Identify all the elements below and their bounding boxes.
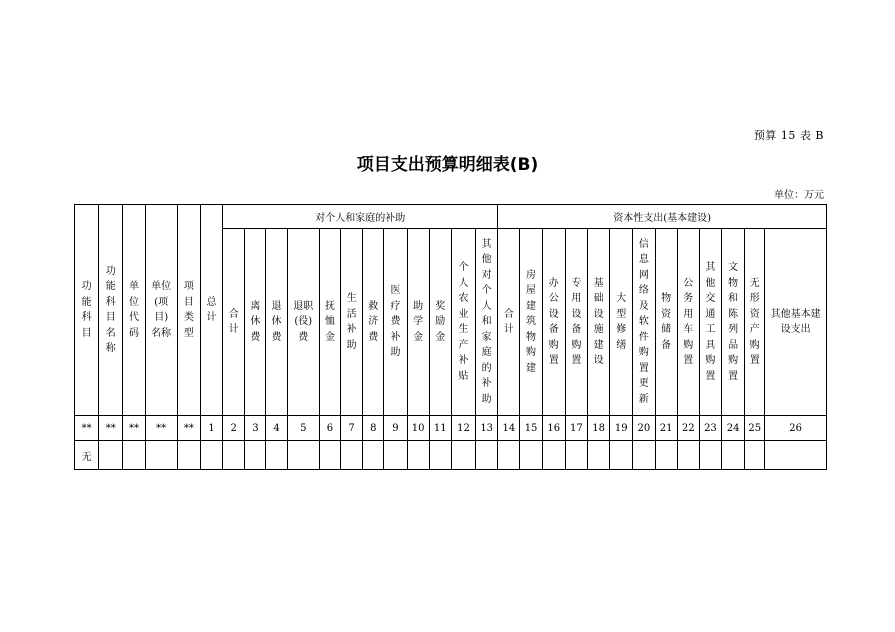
col-label: 助 学 金 — [413, 300, 424, 343]
column-number: 17 — [565, 416, 587, 441]
col-unit-code — [123, 205, 145, 416]
column-number: 21 — [655, 416, 677, 441]
subsidy-col-10 — [429, 229, 451, 416]
data-cell — [429, 441, 451, 470]
star-cell: ** — [75, 416, 99, 441]
capital-col-11 — [722, 229, 745, 416]
star-cell: ** — [123, 416, 145, 441]
subsidy-col-6 — [341, 229, 363, 416]
capital-col-8 — [655, 229, 677, 416]
data-cell — [476, 441, 498, 470]
number-row — [75, 416, 827, 441]
column-number: 10 — [407, 416, 429, 441]
col-label: 生 活 补 助 — [346, 293, 357, 351]
col-label: 奖 励 金 — [435, 300, 446, 343]
table-code: 预算 15 表 B — [753, 129, 824, 142]
subsidy-col-8 — [384, 229, 407, 416]
col-label: 其他基本建 设支出 — [770, 309, 821, 335]
column-number: 20 — [633, 416, 655, 441]
column-number: 12 — [451, 416, 475, 441]
unit-label: 单位：万元 — [774, 190, 824, 201]
col-label: 单位 (项 目) 名称 — [151, 281, 172, 339]
column-number: 5 — [287, 416, 319, 441]
capital-col-9 — [677, 229, 699, 416]
star-cell: ** — [145, 416, 177, 441]
column-number: 26 — [765, 416, 827, 441]
table-row — [75, 441, 827, 470]
col-label: 抚 恤 金 — [324, 300, 335, 343]
subsidy-col-7 — [363, 229, 384, 416]
column-number: 1 — [200, 416, 222, 441]
subsidy-col-4 — [287, 229, 319, 416]
data-cell — [287, 441, 319, 470]
subsidy-col-12 — [476, 229, 498, 416]
data-cell — [633, 441, 655, 470]
column-number: 18 — [587, 416, 609, 441]
col-label: 房 屋 建 筑 物 购 建 — [526, 269, 537, 374]
data-cell — [565, 441, 587, 470]
col-label: 办 公 设 备 购 置 — [548, 277, 559, 366]
data-cell — [123, 441, 145, 470]
column-number: 2 — [223, 416, 245, 441]
column-number: 15 — [520, 416, 542, 441]
column-number: 6 — [319, 416, 340, 441]
subsidy-col-5 — [319, 229, 340, 416]
data-cell — [722, 441, 745, 470]
col-total — [200, 205, 222, 416]
col-label: 专 用 设 备 购 置 — [571, 277, 582, 366]
col-label: 合 计 — [503, 308, 514, 335]
data-cell — [498, 441, 520, 470]
col-label: 大 型 修 缮 — [616, 293, 627, 351]
capital-col-6 — [610, 229, 633, 416]
capital-col-10 — [699, 229, 721, 416]
column-number: 7 — [341, 416, 363, 441]
col-label: 救 济 费 — [368, 300, 379, 343]
data-cell — [99, 441, 123, 470]
column-number: 22 — [677, 416, 699, 441]
column-number: 24 — [722, 416, 745, 441]
data-cell — [765, 441, 827, 470]
data-cell — [587, 441, 609, 470]
data-cell — [655, 441, 677, 470]
data-cell — [145, 441, 177, 470]
group-header-row — [75, 205, 827, 229]
subsidy-col-2 — [245, 229, 266, 416]
data-cell — [245, 441, 266, 470]
star-cell: ** — [177, 416, 200, 441]
col-func-name — [99, 205, 123, 416]
data-cell — [363, 441, 384, 470]
capital-col-13 — [765, 229, 827, 416]
col-label: 功 能 科 目 名 称 — [105, 265, 116, 354]
data-cell — [200, 441, 222, 470]
col-label: 退职 (役) 费 — [293, 300, 314, 343]
col-label: 医 疗 费 补 助 — [390, 285, 401, 359]
col-func-code — [75, 205, 99, 416]
column-number: 16 — [542, 416, 565, 441]
page-title: 项目支出预算明细表(B) — [356, 155, 539, 175]
col-label: 信 息 网 络 及 软 件 购 置 更 新 — [638, 238, 649, 405]
data-cell — [542, 441, 565, 470]
data-cell — [520, 441, 542, 470]
column-number: 19 — [610, 416, 633, 441]
col-label: 公 务 用 车 购 置 — [683, 277, 694, 366]
col-label: 总 计 — [206, 296, 217, 323]
capital-col-12 — [745, 229, 765, 416]
col-label: 功 能 科 目 — [81, 281, 92, 339]
budget-table — [74, 204, 827, 470]
column-number: 9 — [384, 416, 407, 441]
data-cell — [177, 441, 200, 470]
subsidy-col-1 — [223, 229, 245, 416]
capital-col-2 — [520, 229, 542, 416]
col-unit-name — [145, 205, 177, 416]
capital-col-4 — [565, 229, 587, 416]
capital-col-5 — [587, 229, 609, 416]
col-project-type — [177, 205, 200, 416]
capital-col-1 — [498, 229, 520, 416]
group-capital: 资本性支出(基本建设) — [498, 205, 827, 229]
data-cell — [407, 441, 429, 470]
star-cell: ** — [99, 416, 123, 441]
subsidy-col-11 — [451, 229, 475, 416]
capital-col-7 — [633, 229, 655, 416]
data-cell — [223, 441, 245, 470]
data-cell — [341, 441, 363, 470]
col-label: 个 人 农 业 生 产 补 贴 — [458, 262, 469, 382]
column-number: 4 — [266, 416, 287, 441]
col-label: 基 础 设 施 建 设 — [593, 277, 604, 366]
column-number: 13 — [476, 416, 498, 441]
data-cell — [677, 441, 699, 470]
group-subsidy: 对个人和家庭的补助 — [223, 205, 498, 229]
data-cell — [610, 441, 633, 470]
column-number: 8 — [363, 416, 384, 441]
data-cell — [699, 441, 721, 470]
data-cell — [319, 441, 340, 470]
subsidy-col-9 — [407, 229, 429, 416]
column-number: 23 — [699, 416, 721, 441]
col-label: 物 资 储 备 — [661, 293, 672, 351]
col-label: 项 目 类 型 — [183, 281, 194, 339]
column-number: 11 — [429, 416, 451, 441]
data-cell — [266, 441, 287, 470]
col-label: 离 休 费 — [250, 300, 261, 343]
data-cell-first: 无 — [75, 441, 99, 470]
column-number: 25 — [745, 416, 765, 441]
col-label: 其 他 对 个 人 和 家 庭 的 补 助 — [481, 238, 492, 405]
col-label: 无 形 资 产 购 置 — [749, 277, 760, 366]
capital-col-3 — [542, 229, 565, 416]
col-label: 文 物 和 陈 列 品 购 置 — [728, 262, 739, 382]
data-cell — [384, 441, 407, 470]
data-cell — [451, 441, 475, 470]
subsidy-col-3 — [266, 229, 287, 416]
col-label: 其 他 交 通 工 具 购 置 — [705, 262, 716, 382]
col-label: 退 休 费 — [271, 300, 282, 343]
data-cell — [745, 441, 765, 470]
column-number: 3 — [245, 416, 266, 441]
column-number: 14 — [498, 416, 520, 441]
col-label: 合 计 — [228, 308, 239, 335]
col-label: 单 位 代 码 — [128, 281, 139, 339]
